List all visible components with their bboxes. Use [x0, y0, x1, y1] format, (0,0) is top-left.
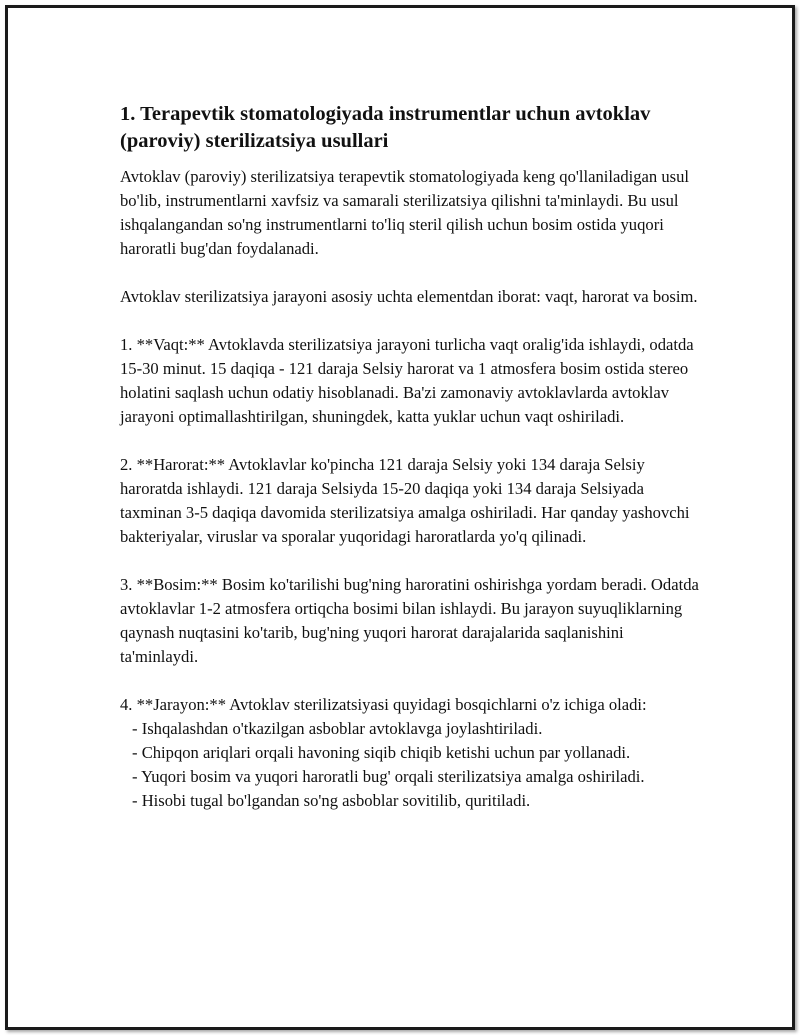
elements-paragraph: Avtoklav sterilizatsiya jarayoni asosiy uchta elementdan iborat: vaqt, harorat va bosim. [120, 287, 698, 306]
document-title: 1. Terapevtik stomatologiyada instrumentlar uchun avtoklav (paroviy) sterilizatsiya usullari [120, 103, 651, 152]
pressure-paragraph: 3. **Bosim:** Bosim ko'tarilishi bug'ning haroratini oshirishga yordam beradi. Odatda avtoklavlar 1-2 atmosfera ortiqcha bosimi bilan ishlaydi. Bu jarayon suyuqliklarning qaynash nuqtasini ko'tarib, bug'ning yuqori harorat darajalarida saqlanishini ta'minlaydi. [120, 575, 699, 666]
intro-paragraph: Avtoklav (paroviy) sterilizatsiya terapevtik stomatologiyada keng qo'llaniladigan usul bo'lib, instrumentlarni xavfsiz va samarali sterilizatsiya qilishni ta'minlaydi. Bu usul ishqalangandan so'ng instrumentlarni to'liq steril qilish uchun bosim ostida yuqori haroratli bug'dan foydalanadi. [120, 167, 690, 258]
process-intro: 4. **Jarayon:** Avtoklav sterilizatsiyasi quyidagi bosqichlarni o'z ichiga oladi: [120, 695, 647, 714]
process-step: - Ishqalashdan o'tkazilgan asboblar avtoklavga joylashtiriladi. [120, 717, 700, 741]
process-step: - Hisobi tugal bo'lgandan so'ng asboblar sovitilib, quritiladi. [120, 789, 700, 813]
time-paragraph: 1. **Vaqt:** Avtoklavda sterilizatsiya jarayoni turlicha vaqt oralig'ida ishlaydi, odatda 15-30 minut. 15 daqiqa - 121 daraja Selsiy harorat va 1 atmosfera bosim ostida stereo holatini saqlash uchun odatiy hisoblanadi. Ba'zi zamonaviy avtoklavlarda avtoklav jarayoni optimallashtirilgan, shuningdek, katta yuklar uchun vaqt oshiriladi. [120, 335, 694, 426]
document-body [120, 101, 700, 813]
document-page [5, 5, 795, 1030]
process-step: - Yuqori bosim va yuqori haroratli bug' orqali sterilizatsiya amalga oshiriladi. [120, 765, 700, 789]
process-step: - Chipqon ariqlari orqali havoning siqib chiqib ketishi uchun par yollanadi. [120, 741, 700, 765]
process-steps-list [120, 717, 700, 813]
temperature-paragraph: 2. **Harorat:** Avtoklavlar ko'pincha 121 daraja Selsiy yoki 134 daraja Selsiy haroratda ishlaydi. 121 daraja Selsiyda 15-20 daqiqa yoki 134 daraja Selsiyada taxminan 3-5 daqiqa davomida sterilizatsiya amalga oshiriladi. Har qanday yashovchi bakteriyalar, viruslar va sporalar yuqoridagi haroratlarda yo'q qilinadi. [120, 455, 690, 546]
